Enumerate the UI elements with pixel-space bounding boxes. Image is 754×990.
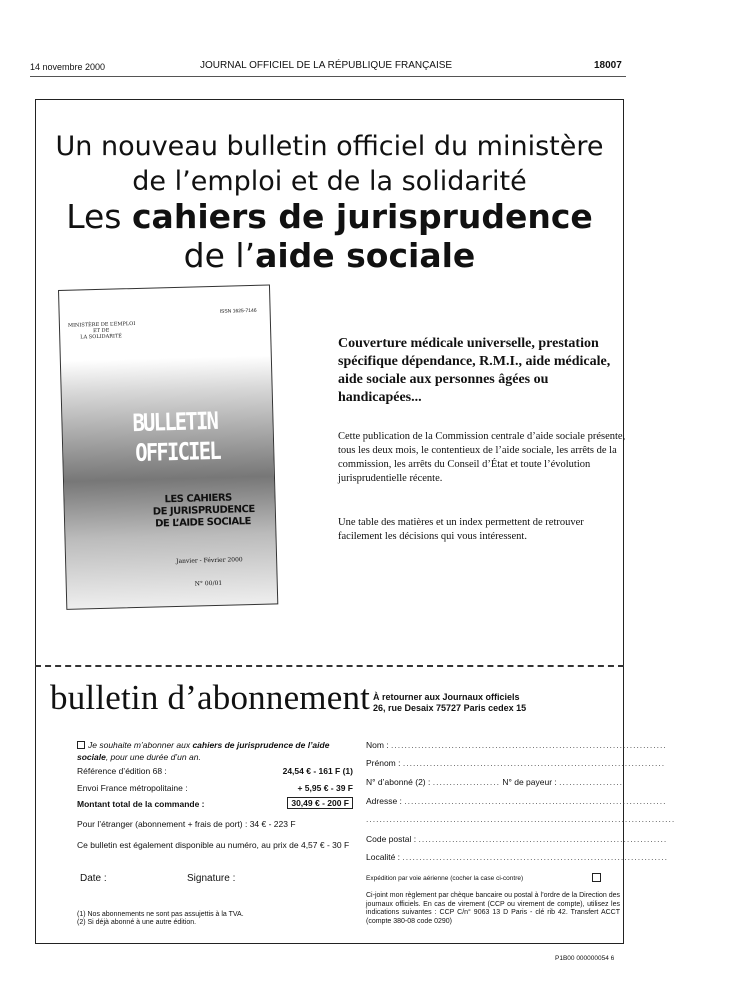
return-address-line-1: À retourner aux Journaux officiels (373, 692, 520, 702)
subscribe-text-suffix: , pour une durée d’un an. (105, 752, 201, 762)
date-field[interactable]: Date : (80, 873, 107, 884)
reference-value: 24,54 € - 161 F (1) (282, 766, 353, 776)
subscribe-checkbox[interactable] (77, 741, 85, 749)
postal-code-field[interactable]: Code postal : .......................................................................... (366, 834, 668, 844)
reference-label: Référence d’édition 68 : (77, 766, 167, 776)
foreign-price: Pour l’étranger (abonnement + frais de port) : 34 € - 223 F (77, 819, 296, 829)
name-label: Nom : (366, 740, 389, 750)
cover-issn: ISSN 1625-7146 (219, 307, 257, 315)
footnote-1: (1) Nos abonnements ne sont pas assujettis à la TVA. (77, 911, 244, 918)
postal-code-label: Code postal : (366, 834, 417, 844)
subscribe-text-prefix: Je souhaite m’abonner aux (88, 740, 193, 750)
header-page-number: 18007 (594, 60, 622, 71)
first-name-label: Prénom : (366, 758, 401, 768)
cover-issue-date: Janvier - Février 2000 (176, 556, 243, 565)
header-rule (30, 76, 626, 77)
name-field[interactable]: Nom : .................................................................................. (366, 740, 667, 750)
cover-issue-number: N° 00/01 (194, 579, 223, 588)
form-title: bulletin d’abonnement (50, 678, 371, 717)
cover-title-bulletin: BULLETIN (132, 406, 218, 438)
single-issue-availability: Ce bulletin est également disponible au numéro, au prix de 4,57 € - 30 F (77, 840, 350, 850)
cover-ministry-line-1: MINISTÈRE DE L’EMPLOI (67, 320, 136, 329)
address-label: Adresse : (366, 796, 402, 806)
address-line-2-field[interactable]: ............................................................................................ (366, 814, 676, 824)
locality-field[interactable]: Localité : ............................................................................... (366, 852, 668, 862)
cut-line (35, 665, 624, 667)
shipping-value: + 5,95 € - 39 F (297, 783, 353, 793)
payer-number-label: N° de payeur : (502, 777, 557, 787)
description-paragraph-2: Une table des matières et un index permettent de retrouver facilement les décisions qui vous intéressent. (338, 517, 584, 542)
subscribe-text-bold: cahiers de jurisprudence de l’aide sociale (77, 740, 330, 762)
description-paragraph-1: Cette publication de la Commission centrale d’aide sociale présente, tous les deux mois, le contentieux de l’aide sociale, les arrêts de la commission, les arrêts du Conseil d’État et toute l’évolution jurisprudentielle récente. (338, 431, 626, 484)
headline-line-3-bold: cahiers de jurisprudence (132, 197, 593, 236)
address-field[interactable]: Adresse : .............................................................................. (366, 796, 667, 806)
headline-line-4 (35, 236, 624, 275)
subscriber-number-field[interactable]: N° d’abonné (2) : .................... N° de payeur : ................... (366, 777, 624, 787)
cover-subtitle-2: DE JURISPRUDENCE (152, 503, 255, 518)
description-lead: Couverture médicale universelle, prestation spécifique dépendance, R.M.I., aide médicale, aide sociale aux personnes âgées ou handicapées... (338, 336, 611, 405)
payment-instructions: Ci-joint mon règlement par chèque bancaire ou postal à l’ordre de la Direction des journaux officiels. En cas de virement (CCP ou virement de compte), utilisez les indications suivantes : CCP C/n° 9063 13 D Paris - clé rib 42. Transfert ACCT (compte 380-08 code 0290) (366, 892, 620, 925)
header-journal-title: JOURNAL OFFICIEL DE LA RÉPUBLIQUE FRANÇAISE (200, 60, 453, 71)
return-address-line-2: 26, rue Desaix 75727 Paris cedex 15 (373, 703, 527, 713)
cover-subtitle-1: LES CAHIERS (164, 492, 232, 506)
first-name-field[interactable]: Prénom : .............................................................................. (366, 758, 666, 768)
locality-label: Localité : (366, 852, 401, 862)
airmail-label: Expédition par voie aérienne (cocher la case ci-contre) (366, 875, 524, 882)
headline-line-4-prefix: de l’ (183, 236, 256, 275)
headline-line-2: de l’emploi et de la solidarité (132, 166, 527, 197)
booklet-cover-image (58, 284, 278, 609)
shipping-label: Envoi France métropolitaine : (77, 783, 188, 793)
total-label: Montant total de la commande : (77, 799, 205, 809)
footer-code: P1B00 000000054 6 (555, 955, 615, 962)
total-value: 30,49 € - 200 F (287, 797, 353, 809)
headline-line-1: Un nouveau bulletin officiel du ministère (55, 131, 604, 162)
cover-ministry-line-3: LA SOLIDARITÉ (80, 333, 123, 341)
subscribe-option[interactable] (77, 739, 353, 763)
header-date: 14 novembre 2000 (30, 62, 106, 72)
cover-title-officiel: OFFICIEL (134, 436, 221, 468)
cover-subtitle-3: DE L’AIDE SOCIALE (155, 516, 252, 530)
headline-line-3-prefix: Les (66, 197, 132, 236)
headline-line-3 (35, 197, 624, 236)
signature-field[interactable]: Signature : (187, 873, 236, 884)
footnote-2: (2) Si déjà abonné à une autre édition. (77, 919, 197, 926)
airmail-checkbox[interactable] (592, 873, 601, 882)
headline-line-4-bold: aide sociale (255, 236, 476, 275)
cover-ministry-line-2: ET DE (93, 327, 110, 335)
subscriber-number-label: N° d’abonné (2) : (366, 777, 431, 787)
